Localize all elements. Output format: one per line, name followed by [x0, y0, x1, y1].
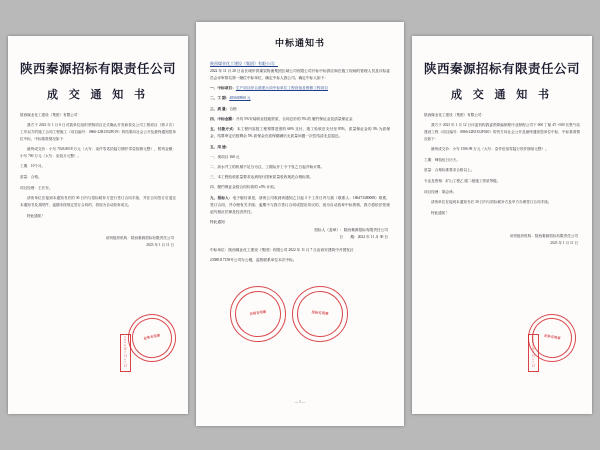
clause-number: 三、 [210, 175, 218, 180]
clause [210, 184, 390, 191]
contact-line: 23580117158号公司办公楼，监察联系单位本次中标。 [210, 258, 297, 263]
page-right-title-notice: 成 交 通 知 书 [451, 88, 553, 101]
clause-number: 五、用 途： [210, 144, 230, 149]
clause-number: 九、招标人： [210, 195, 233, 200]
paragraph: 专业及资格：矿山工程乙 级二级施工资质等级。 [424, 179, 501, 184]
seal-inner-text: 合同专用章 [232, 288, 284, 340]
seal-inner-text: 投标专用章 [294, 288, 345, 339]
center-contact [196, 247, 404, 264]
center-intro: 2022 年 11 月 20 日由长城甲供煤炭物流集团区域公司有限公司开标中标供应商在施工现场的管理人员及评标委员会评审排名第一顺位中标单位，确定中标人我公司。确定中标人如下： [210, 68, 390, 81]
document-page-left [8, 36, 188, 414]
signature-line: 谈判组织机构：陕西秦源招标有限责任公司 [509, 233, 578, 238]
paragraph: 我方于 2023 年 1 月 6 日对我单位组织采购项目正式确认开发商泰克公司工程项目（第 2 次）工序双方的施工合同工程施工（项目编号：0866-22B1352F019）的结果向社会公开及最终通知您单位中标，中标基准情况如下： [20, 123, 176, 141]
signature-date: 日 期：2022 年 11 月 30 日 [339, 234, 388, 239]
clause-number: 四、中标金额： [210, 116, 236, 121]
page-right-body [412, 112, 592, 217]
page-left-signature [8, 235, 188, 249]
clause-text: 485600900 元 [229, 96, 251, 101]
page-right-title-company: 陕西秦源招标有限责任公司 [423, 62, 580, 76]
clause [210, 106, 390, 113]
paragraph: 最终成交价：小写 1506.98 万元（大写：壹仟伍佰零陆万玖仟捌佰元整）。 [431, 147, 549, 152]
paragraph: 最终成交价：小写 7026.8018 万元（大写：柒仟零贰拾陆万捌仟零壹拾捌元整），暂列金额：小写 700 万元（大写：柒佰万元整）。 [20, 147, 176, 158]
paragraph: 我方于 2023 年 1 月 12 日评委机构我委预算编制程序业制程公司下 600 丁厘 4T +500 长集气站 建设工程（项目编号：0866-22B1352F020）的货方向社会公开及最终通知您单位中标，中标基准情况如下： [424, 123, 580, 141]
clause-text: 合格 [229, 106, 237, 111]
clause [210, 164, 390, 171]
paragraph: 项目经理：陈会珍。 [424, 189, 457, 194]
clause-number: 五、付款方式： [210, 127, 237, 132]
paragraph: 特此通知！ [431, 211, 449, 216]
paragraph: 特此通知！ [27, 213, 45, 218]
page-left-title-company: 陕西秦源招标有限责任公司 [19, 62, 176, 76]
paragraph: 质量：合格标准要求合格以上。 [424, 168, 475, 173]
page-left-body [8, 112, 188, 220]
clause-number: 一、中标项目： [210, 86, 236, 91]
center-footer-note: 特此通知 [210, 220, 225, 225]
red-seal-stamp [124, 310, 181, 367]
contact-line: 中标单位：陕西煤业化工建设（集团）有限公司 2022 年 11 月 7 日由西安建筑中开国发区 [210, 247, 354, 252]
page-number: — 1 — [294, 400, 306, 404]
page-left-title-notice: 成 交 通 知 书 [47, 88, 149, 101]
clause-text: 生产项目综合基建大项中标单位工程设备及维修工程项目 [235, 86, 328, 91]
signature-line: 招标人（盖章）：陕西秦源招标有限责任公司 [314, 227, 388, 232]
signature-date: 2023 年 1 月 11 日 [550, 240, 578, 245]
red-seal-stamp [289, 283, 351, 345]
clause [210, 95, 390, 102]
seal-inner-text: 业务专用章 [529, 315, 575, 361]
clause [210, 174, 390, 181]
paragraph: 请贵单位在接到本通知书后的 30 日内与招标候补方进行签订合同手续，并在合同签订后退还本通知书及其附件，逾期未按规定签订合同的，将视为自动放弃成交。 [20, 196, 176, 208]
document-page-right [412, 36, 592, 414]
vertical-date-seal: 2023年1月11日 [528, 334, 539, 372]
paragraph: 质量：合格。 [20, 175, 42, 180]
clause-number: 一、现项目 160 元 [210, 154, 240, 159]
paragraph: 陕西煤业化工建设（集团）有限公司： [20, 112, 82, 117]
clause [210, 144, 390, 151]
seal-inner-text: 业务专用章 [129, 315, 176, 362]
clause [210, 126, 390, 140]
clause-text: 本工程内容按工程预算进度的 60% 支付，竣工验收后支付至 85%，质量保证金的 3% 为质保金，结算审定后按剩余 5% 质保金在质保期满后无质量问题一次性结清无息退还。 [210, 127, 391, 139]
clause-number: 二、工 期： [210, 96, 230, 101]
paragraph: 工期：肆拾伍日历天。 [424, 157, 460, 162]
vertical-date-seal: 2023年1月11日 [120, 334, 131, 372]
clause-text: 高水并工的机械不足分为注，工期从开工令下发之日起开始计算。 [217, 164, 325, 169]
page-right-signature [412, 233, 592, 247]
paragraph: 陕西煤业化工建设（集团）有限公司： [424, 112, 486, 117]
clause [210, 85, 390, 92]
document-page-center [196, 22, 404, 426]
red-seal-stamp [226, 282, 289, 345]
paragraph: 工期：10个月。 [20, 164, 46, 169]
clause [210, 154, 390, 161]
signature-date: 2023 年 1 月 11 日 [146, 243, 174, 248]
paragraph: 项目经理：王长安。 [20, 185, 53, 190]
paragraph: 请贵单位在接到本通知书后 30 日内与招标候补方及甲方办理签订合同手续。 [431, 200, 552, 205]
clause-text: 开具 5%安装职业技能资质，合同总价的 5% 的 履约保证金及质量保证金 [235, 116, 353, 121]
clause-number: 三、质 量： [210, 106, 230, 111]
center-page-title: 中标通知书 [274, 38, 325, 48]
clause [210, 195, 390, 217]
clause-text: 电子版付请见，请贵公司收到该通知之日起 3 个工作日内与我（联系人：186473380008）联系，签订合同，并办理有关手续；逾期不与我方签订合同或提出异议的，视为自动放弃中标资格，我方将依法依规追究相应法律及经济责任。 [210, 195, 390, 215]
clause-number: 四、履约保证金按合同价款的 x5% 计取。 [210, 185, 278, 190]
clause [210, 116, 390, 123]
center-addressee: 陕西煤业化工建设（集团）有限公司： [210, 61, 278, 66]
center-body [196, 68, 404, 217]
clause-text: 本工程验收质量要求达到现行国家质量验收规范合格标准。 [217, 175, 314, 180]
signature-line: 谈判组织机构：陕西秦源招标有限责任公司 [105, 236, 174, 241]
clause-number: 二、 [210, 164, 218, 169]
center-signature [196, 227, 404, 241]
